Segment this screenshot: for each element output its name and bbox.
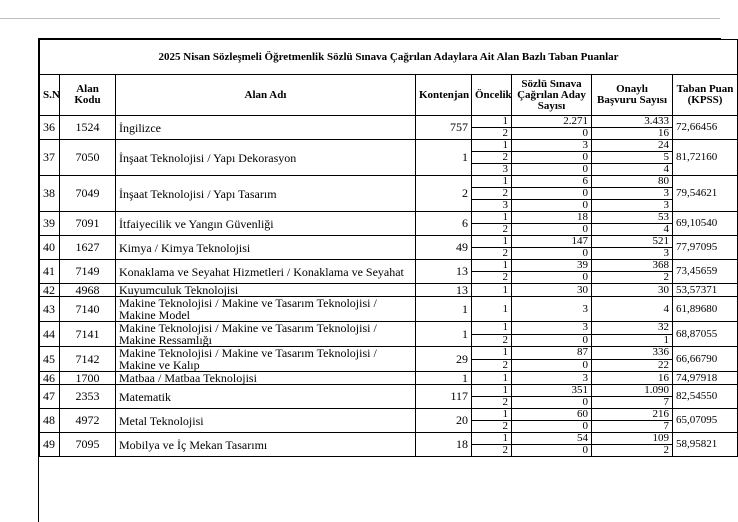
- cell-oncelik: 2: [472, 272, 512, 284]
- cell-oncelik: 1: [472, 385, 512, 397]
- cell-onayli-basvuru: 30: [592, 284, 673, 297]
- cell-taban-puan: 72,66456: [673, 116, 738, 140]
- header-taban-puan: Taban Puan (KPSS): [673, 75, 738, 116]
- cell-sozlu-aday: 0: [512, 128, 592, 140]
- cell-sozlu-aday: 3: [512, 322, 592, 335]
- cell-onayli-basvuru: 336: [592, 347, 673, 360]
- cell-taban-puan: 69,10540: [673, 212, 738, 236]
- cell-kontenjan: 49: [416, 236, 472, 260]
- cell-onayli-basvuru: 521: [592, 236, 673, 248]
- cell-onayli-basvuru: 3: [592, 248, 673, 260]
- cell-taban-puan: 81,72160: [673, 140, 738, 176]
- cell-onayli-basvuru: 4: [592, 297, 673, 322]
- cell-alan-adi: Makine Teknolojisi / Makine ve Tasarım Teknolojisi / Makine Model: [116, 297, 416, 322]
- cell-oncelik: 2: [472, 248, 512, 260]
- cell-taban-puan: 79,54621: [673, 176, 738, 212]
- cell-alan-kodu: 7140: [60, 297, 116, 322]
- cell-kontenjan: 18: [416, 433, 472, 457]
- cell-alan-kodu: 7142: [60, 347, 116, 372]
- cell-sozlu-aday: 0: [512, 164, 592, 176]
- cell-onayli-basvuru: 7: [592, 397, 673, 409]
- cell-onayli-basvuru: 80: [592, 176, 673, 188]
- cell-alan-kodu: 7095: [60, 433, 116, 457]
- cell-kontenjan: 6: [416, 212, 472, 236]
- cell-alan-adi: Makine Teknolojisi / Makine ve Tasarım Teknolojisi / Makine ve Kalıp: [116, 347, 416, 372]
- cell-onayli-basvuru: 3.433: [592, 116, 673, 128]
- cell-sozlu-aday: 60: [512, 409, 592, 421]
- cell-onayli-basvuru: 7: [592, 421, 673, 433]
- cell-onayli-basvuru: 16: [592, 128, 673, 140]
- cell-alan-kodu: 1524: [60, 116, 116, 140]
- cell-sozlu-aday: 0: [512, 359, 592, 372]
- cell-oncelik: 1: [472, 176, 512, 188]
- cell-kontenjan: 13: [416, 284, 472, 297]
- cell-taban-puan: 66,66790: [673, 347, 738, 372]
- cell-oncelik: 2: [472, 188, 512, 200]
- cell-onayli-basvuru: 2: [592, 272, 673, 284]
- table-row: [40, 236, 738, 248]
- cell-sn: 47: [40, 385, 60, 409]
- cell-oncelik: 3: [472, 200, 512, 212]
- cell-sn: 44: [40, 322, 60, 347]
- cell-sozlu-aday: 3: [512, 297, 592, 322]
- cell-sn: 42: [40, 284, 60, 297]
- table-row: [40, 409, 738, 421]
- cell-sozlu-aday: 54: [512, 433, 592, 445]
- cell-onayli-basvuru: 32: [592, 322, 673, 335]
- cell-sn: 36: [40, 116, 60, 140]
- cell-sozlu-aday: 0: [512, 272, 592, 284]
- cell-taban-puan: 61,89680: [673, 297, 738, 322]
- table-row: [40, 260, 738, 272]
- cell-alan-adi: Kimya / Kimya Teknolojisi: [116, 236, 416, 260]
- cell-oncelik: 2: [472, 445, 512, 457]
- cell-oncelik: 2: [472, 334, 512, 347]
- cell-alan-kodu: 7149: [60, 260, 116, 284]
- cell-onayli-basvuru: 22: [592, 359, 673, 372]
- cell-taban-puan: 58,95821: [673, 433, 738, 457]
- table-row: [40, 372, 738, 385]
- cell-onayli-basvuru: 3: [592, 200, 673, 212]
- score-table-sheet: [38, 38, 734, 522]
- cell-sozlu-aday: 0: [512, 421, 592, 433]
- cell-taban-puan: 73,45659: [673, 260, 738, 284]
- cell-taban-puan: 65,07095: [673, 409, 738, 433]
- cell-oncelik: 1: [472, 409, 512, 421]
- cell-onayli-basvuru: 24: [592, 140, 673, 152]
- cell-alan-kodu: 1700: [60, 372, 116, 385]
- cell-oncelik: 1: [472, 284, 512, 297]
- cell-onayli-basvuru: 3: [592, 188, 673, 200]
- cell-sn: 41: [40, 260, 60, 284]
- cell-taban-puan: 74,97918: [673, 372, 738, 385]
- cell-onayli-basvuru: 216: [592, 409, 673, 421]
- cell-oncelik: 2: [472, 397, 512, 409]
- cell-kontenjan: 20: [416, 409, 472, 433]
- cell-sn: 38: [40, 176, 60, 212]
- cell-onayli-basvuru: 109: [592, 433, 673, 445]
- cell-alan-kodu: 2353: [60, 385, 116, 409]
- cell-oncelik: 1: [472, 372, 512, 385]
- cell-oncelik: 1: [472, 433, 512, 445]
- cell-taban-puan: 82,54550: [673, 385, 738, 409]
- cell-sozlu-aday: 39: [512, 260, 592, 272]
- cell-sn: 39: [40, 212, 60, 236]
- cell-sozlu-aday: 87: [512, 347, 592, 360]
- header-alan-kodu: Alan Kodu: [60, 75, 116, 116]
- cell-oncelik: 2: [472, 128, 512, 140]
- cell-kontenjan: 1: [416, 322, 472, 347]
- cell-alan-adi: Matbaa / Matbaa Teknolojisi: [116, 372, 416, 385]
- cell-sozlu-aday: 3: [512, 372, 592, 385]
- cell-oncelik: 1: [472, 236, 512, 248]
- cell-alan-adi: Mobilya ve İç Mekan Tasarımı: [116, 433, 416, 457]
- cell-onayli-basvuru: 53: [592, 212, 673, 224]
- cell-sozlu-aday: 351: [512, 385, 592, 397]
- cell-sozlu-aday: 0: [512, 188, 592, 200]
- cell-kontenjan: 1: [416, 372, 472, 385]
- table-title: 2025 Nisan Sözleşmeli Öğretmenlik Sözlü Sınava Çağrılan Adaylara Ait Alan Bazlı Taban Puanlar: [40, 40, 738, 75]
- cell-sn: 49: [40, 433, 60, 457]
- cell-onayli-basvuru: 5: [592, 152, 673, 164]
- cell-sozlu-aday: 0: [512, 200, 592, 212]
- header-row: [40, 75, 738, 116]
- header-oncelik: Öncelik: [472, 75, 512, 116]
- table-row: [40, 297, 738, 322]
- cell-sozlu-aday: 18: [512, 212, 592, 224]
- cell-kontenjan: 13: [416, 260, 472, 284]
- cell-taban-puan: 53,57371: [673, 284, 738, 297]
- cell-sozlu-aday: 0: [512, 397, 592, 409]
- cell-alan-adi: Kuyumculuk Teknolojisi: [116, 284, 416, 297]
- cell-sn: 46: [40, 372, 60, 385]
- cell-alan-kodu: 4968: [60, 284, 116, 297]
- cell-onayli-basvuru: 16: [592, 372, 673, 385]
- cell-sozlu-aday: 0: [512, 445, 592, 457]
- table-row: [40, 385, 738, 397]
- cell-onayli-basvuru: 2: [592, 445, 673, 457]
- table-row: [40, 322, 738, 335]
- table-row: [40, 212, 738, 224]
- table-row: [40, 116, 738, 128]
- cell-taban-puan: 77,97095: [673, 236, 738, 260]
- cell-kontenjan: 117: [416, 385, 472, 409]
- cell-onayli-basvuru: 4: [592, 224, 673, 236]
- cell-alan-adi: Matematik: [116, 385, 416, 409]
- cell-alan-kodu: 7091: [60, 212, 116, 236]
- cell-oncelik: 1: [472, 347, 512, 360]
- cell-alan-kodu: 7141: [60, 322, 116, 347]
- header-sn: S.N: [40, 75, 60, 116]
- cell-kontenjan: 2: [416, 176, 472, 212]
- table-body: [40, 116, 738, 457]
- cell-sozlu-aday: 147: [512, 236, 592, 248]
- cell-alan-adi: İnşaat Teknolojisi / Yapı Tasarım: [116, 176, 416, 212]
- table-row: [40, 176, 738, 188]
- score-table: [39, 39, 738, 457]
- cell-kontenjan: 29: [416, 347, 472, 372]
- cell-oncelik: 1: [472, 322, 512, 335]
- cell-alan-kodu: 7050: [60, 140, 116, 176]
- cell-oncelik: 1: [472, 212, 512, 224]
- cell-oncelik: 2: [472, 152, 512, 164]
- cell-alan-kodu: 1627: [60, 236, 116, 260]
- cell-alan-adi: Makine Teknolojisi / Makine ve Tasarım Teknolojisi / Makine Ressamlığı: [116, 322, 416, 347]
- header-onayli-basvuru: Onaylı Başvuru Sayısı: [592, 75, 673, 116]
- cell-sn: 45: [40, 347, 60, 372]
- table-row: [40, 433, 738, 445]
- cell-oncelik: 1: [472, 260, 512, 272]
- cell-kontenjan: 757: [416, 116, 472, 140]
- cell-oncelik: 3: [472, 164, 512, 176]
- cell-alan-kodu: 7049: [60, 176, 116, 212]
- cell-alan-adi: İngilizce: [116, 116, 416, 140]
- cell-oncelik: 2: [472, 359, 512, 372]
- cell-oncelik: 1: [472, 297, 512, 322]
- cell-sozlu-aday: 0: [512, 248, 592, 260]
- cell-alan-adi: İtfaiyecilik ve Yangın Güvenliği: [116, 212, 416, 236]
- header-alan-adi: Alan Adı: [116, 75, 416, 116]
- table-row: [40, 284, 738, 297]
- cell-alan-adi: Konaklama ve Seyahat Hizmetleri / Konaklama ve Seyahat: [116, 260, 416, 284]
- cell-oncelik: 1: [472, 140, 512, 152]
- cell-oncelik: 2: [472, 421, 512, 433]
- cell-sn: 40: [40, 236, 60, 260]
- cell-sozlu-aday: 3: [512, 140, 592, 152]
- table-row: [40, 347, 738, 360]
- viewer-top-bar: [0, 0, 720, 19]
- cell-kontenjan: 1: [416, 297, 472, 322]
- cell-sn: 37: [40, 140, 60, 176]
- cell-taban-puan: 68,87055: [673, 322, 738, 347]
- cell-oncelik: 1: [472, 116, 512, 128]
- cell-onayli-basvuru: 1: [592, 334, 673, 347]
- cell-oncelik: 2: [472, 224, 512, 236]
- cell-onayli-basvuru: 368: [592, 260, 673, 272]
- table-row: [40, 140, 738, 152]
- cell-kontenjan: 1: [416, 140, 472, 176]
- cell-sozlu-aday: 2.271: [512, 116, 592, 128]
- cell-sozlu-aday: 0: [512, 334, 592, 347]
- cell-alan-kodu: 4972: [60, 409, 116, 433]
- cell-alan-adi: Metal Teknolojisi: [116, 409, 416, 433]
- cell-onayli-basvuru: 4: [592, 164, 673, 176]
- header-sozlu-aday-sayisi: Sözlü Sınava Çağrılan Aday Sayısı: [512, 75, 592, 116]
- cell-sozlu-aday: 6: [512, 176, 592, 188]
- cell-sozlu-aday: 0: [512, 152, 592, 164]
- cell-onayli-basvuru: 1.090: [592, 385, 673, 397]
- header-kontenjan: Kontenjan: [416, 75, 472, 116]
- cell-alan-adi: İnşaat Teknolojisi / Yapı Dekorasyon: [116, 140, 416, 176]
- cell-sn: 43: [40, 297, 60, 322]
- cell-sozlu-aday: 30: [512, 284, 592, 297]
- cell-sn: 48: [40, 409, 60, 433]
- cell-sozlu-aday: 0: [512, 224, 592, 236]
